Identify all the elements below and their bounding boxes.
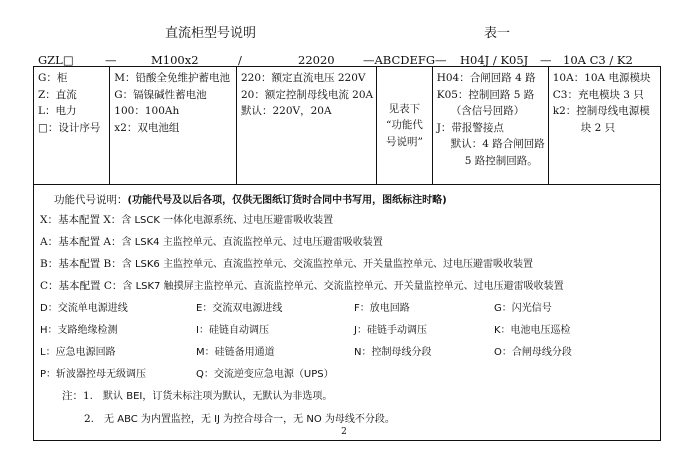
function-item: Q：交流逆变应急电源（UPS）	[196, 369, 334, 380]
model-table	[33, 66, 661, 185]
spec-part-battery: M100x2	[151, 53, 199, 67]
spec-part-voltage: 22020	[298, 53, 335, 67]
column-circuits: H04：合闸回路 4 路 K05：控制回路 5 路 （含信号回路） J：带报警接点 默认：4 路合闸回路 5 路控制回路。	[432, 67, 548, 185]
spec-separator: —	[105, 53, 117, 67]
spec-separator: —	[540, 53, 552, 67]
function-item: M：硅链备用通道	[196, 347, 275, 358]
column-battery: M：铅酸全免维护蓄电池 G：镉镍碱性蓄电池 100：100Ah x2：双电池组	[110, 67, 237, 185]
function-item: H：支路绝缘检测	[40, 325, 118, 336]
spec-separator: /	[238, 53, 242, 67]
function-item: G：闪光信号	[494, 303, 552, 314]
spec-part-gzl: GZL□	[38, 53, 74, 67]
function-item: N：控制母线分段	[354, 347, 432, 358]
config-a: A：基本配置 A：含 LSK4 主监控单元、直流监控单元、过电压避雷吸收装置	[40, 236, 383, 248]
function-item: K：电池电压巡检	[494, 325, 571, 336]
spec-part-circuits: H04J / K05J	[460, 53, 529, 67]
function-item: O：合闸母线分段	[494, 347, 572, 358]
function-title: 功能代号说明：(功能代号及以后各项，仅供无图纸订货时合同中书写用，图纸标注时略)	[54, 194, 447, 206]
function-code-section	[33, 184, 661, 441]
note-2: 2. 无 ABC 为内置监控，无 IJ 为控合母合一，无 NO 为母线不分段。	[84, 413, 395, 425]
column-product: G：柜 Z：直流 L：电力 □：设计序号	[34, 67, 110, 185]
column-modules: 10A：10A 电源模块 C3：充电模块 3 只 k2：控制母线电源模 块 2 只	[548, 67, 660, 185]
note-1: 注：1. 默认 BEI，订货未标注项为默认，无默认为非选项。	[62, 390, 333, 402]
table-row	[34, 67, 661, 185]
function-title-note: (功能代号及以后各项，仅供无图纸订货时合同中书写用，图纸标注时略)	[127, 195, 447, 206]
function-item: E：交流双电源进线	[196, 303, 283, 314]
function-item: I：硅链自动调压	[196, 325, 269, 336]
header	[0, 22, 688, 42]
function-item: F：放电回路	[354, 303, 410, 314]
function-item: D：交流单电源进线	[40, 303, 128, 314]
config-c: C：基本配置 C：含 LSK7 触摸屏主监控单元、直流监控单元、交流监控单元、开关量监控单元、过电压避雷吸收装置	[40, 280, 564, 292]
page-number: 2	[341, 427, 347, 437]
column-function-ref: 见表下 “功能代 号说明”	[377, 67, 433, 185]
table-number: 表一	[484, 26, 511, 41]
spec-part-modules: 10A C3 / K2	[563, 53, 633, 67]
function-item: P：斩波器控母无级调压	[40, 369, 147, 380]
function-item: J：硅链手动调压	[354, 325, 427, 336]
config-x: X：基本配置 X：含 LSCK 一体化电源系统、过电压避雷吸收装置	[40, 214, 334, 226]
document-title: 直流柜型号说明	[165, 26, 257, 41]
config-b: B：基本配置 B：含 LSK6 主监控单元、直流监控单元、交流监控单元、开关量监控单元、过电压避雷吸收装置	[40, 258, 533, 270]
column-voltage: 220：额定直流电压 220V 20：额定控制母线电流 20A 默认：220V，20A	[236, 67, 376, 185]
model-spec-row	[33, 53, 661, 67]
function-item: L：应急电源回路	[40, 347, 116, 358]
spec-part-function: —ABCDEFG—	[363, 53, 447, 67]
